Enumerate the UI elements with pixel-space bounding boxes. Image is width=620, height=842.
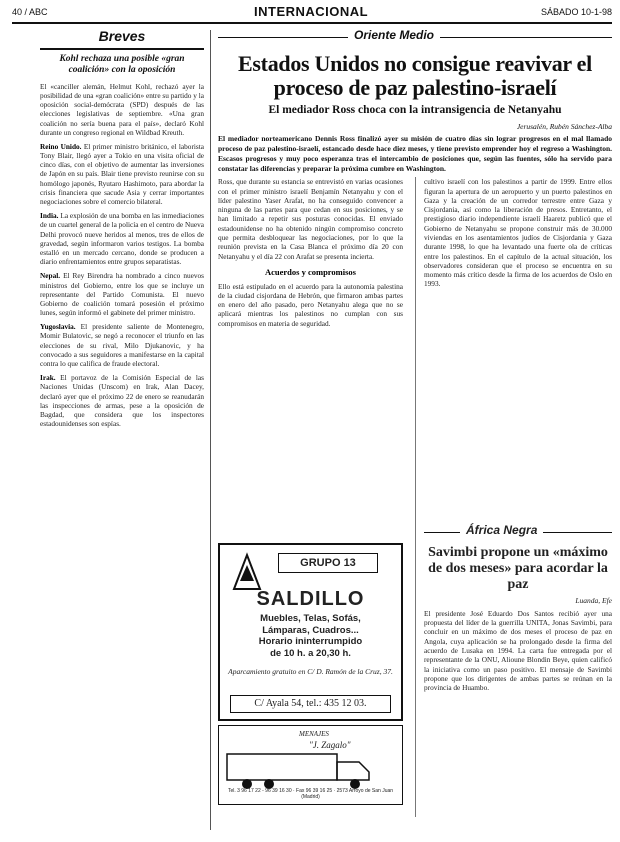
page-header	[12, 4, 612, 20]
main-byline: Jerusalén, Rubén Sánchez-Alba	[516, 122, 612, 132]
ad-items	[220, 613, 401, 659]
main-headline: Estados Unidos no consigue reavivar el proceso de paz palestino-israelí	[238, 51, 592, 101]
brief-item	[40, 373, 204, 428]
col2-text: cultivo israelí con los palestinos a partir de 1999. Entre ellos figuran la apertura de un aeropuerto y un puerto palestinos en Gaza y la creación de un corredor terrestre entre Gaza y Cisjordania, así como la liberación de presos. Entretanto, el prestigioso diario independiente israelí Haaretz publicó que el Gobierno de Netanyahu se propone construir más de 30.000 viviendas en los asentamientos judíos de Cisjordania y Gaza durante 1998, lo que ha levantado una fuerte ola de críticas entre los palestinos. En el capítulo de la actual situación, los observadores consideran que el proceso se encuentra en su momento más crítico desde la firma de los acuerdos de Oslo en 1993.	[424, 177, 612, 289]
kohl-headline: Kohl rechaza una posible «gran coalición» con la oposición	[59, 54, 185, 76]
brief-item	[40, 271, 204, 317]
brief-lead: Irak.	[40, 373, 56, 383]
col1-text: Ross, que durante su estancia se entrevistó en varias ocasiones con el primer ministro israelí Benjamín Netanyahu y con el líder palestino Yaser Arafat, no ha conseguido convencer a ninguna de las partes para que cedan en sus posiciones, y se han limitado a repetir sus posturas conocidas. El enviado estadounidense no ha obtenido ningún compromiso concreto que permita desbloquear las negociaciones, por lo que la reunión prevista en la Casa Blanca el próximo día 20 con Netanyahu y el día 22 con Arafat se presenta incierta.	[218, 177, 403, 261]
brief-text: El portavoz de la Comisión Especial de las Naciones Unidas (Unscom) en Irak, Alan Dacey, declaró ayer que el próximo 22 de enero se reanudarán las inspecciones de armas, pese a la oposición de Bagdad, que considera que los inspectores estadounidenses son espías.	[40, 373, 204, 429]
brief-text: El presidente saliente de Montenegro, Momir Bulatovic, se negó a reconocer el triunfo en las elecciones de su rival, Milo Djukanovic, y ha convocado a sus seguidores a manifestarse en la capital contra lo que califica de fraude electoral.	[40, 322, 204, 369]
brief-text: La explosión de una bomba en las inmediaciones de un cuartel general de la policía en el centro de Nueva Delhi provocó nueve heridos al menos, tres de ellos de gravedad, según informaron varios testigos. La bomba estalló en un mercado cercano, donde se producen a diario enfrentamientos entre grupos separatistas.	[40, 211, 204, 267]
brief-lead: Nepal.	[40, 271, 61, 281]
africa-headline: Savimbi propone un «máximo de dos meses» para acordar la paz	[428, 545, 608, 592]
africa-tag-label: África Negra	[460, 523, 543, 538]
africa-tag	[424, 523, 612, 541]
truck-ad	[218, 725, 403, 805]
africa-text: El presidente José Eduardo Dos Santos recibió ayer una propuesta del líder de la guerrilla UNITA, Jonas Savimbi, para concluir en un máximo de dos meses el proceso de paz en Angola, cuya aplicación se ha prolongado desde la firma del acuerdo de Lusaka en 1994. La carta fue entregada por el representante de la ONU, Alioune Blondin Beye, quien calificó la iniciativa como un paso positivo. El mensaje de Savimbi propone que los dirigentes de ambas partes se reúnan en la provincia de Huambo.	[424, 608, 612, 693]
brief-text: El Rey Birendra ha nombrado a cinco nuevos ministros del Gobierno, entre los que se incluye un representante del Partido Comunista. El nuevo Gobierno de coalición tomará posesión el próximo lunes, según informó el gabinete del primer ministro.	[40, 271, 204, 318]
ad-line: Muebles, Telas, Sofás,	[260, 613, 361, 625]
brief-text: El primer ministro británico, el laborista Tony Blair, llegó ayer a Tokio en una visita oficial de cinco días, con el objetivo de aumentar las inversiones de Japón en su país. Blair tiene previsto reunirse con su homólogo japonés, Ryutaro Hashimoto, para abordar la crisis financiera que sacude Asia y cerrar importantes negociaciones sobre el comercio bilateral.	[40, 141, 204, 207]
brief-item	[40, 211, 204, 266]
truck-brand: "J. Zagalo"	[309, 740, 351, 751]
brief-item	[40, 142, 204, 206]
breves-title: Breves	[40, 28, 204, 50]
brief-lead: India.	[40, 211, 59, 221]
main-lead: El mediador norteamericano Dennis Ross finalizó ayer su misión de cuatro días sin lograr progresos en el mal llamado proceso de paz palestino-israelí, estancado desde hace diez meses, y tiene previsto emprender hoy el regreso a Washington. Escasos progresos y muy poco esperanza tras el intercambio de posiciones que, según las fuentes, sólo ha servido para constatar las diferencias y preparar la próxima cumbre en Washington.	[218, 134, 612, 173]
main-story	[218, 28, 612, 817]
africa-byline: Luanda, Efe	[575, 596, 612, 606]
col1-subhead: Acuerdos y compromisos	[265, 266, 356, 277]
page-number: 40 / ABC	[12, 7, 48, 17]
story-columns	[218, 177, 612, 817]
section-title: INTERNACIONAL	[254, 4, 369, 19]
col1b-text: Ello está estipulado en el acuerdo para la autonomía palestina de la ciudad cisjordana de Hebrón, que firmaron ambas partes en enero del año pasado, pero Netanyahu alega que no se aplicará mientras los palestinos no cumplan con sus compromisos en materia de seguridad.	[218, 281, 403, 328]
ad-parking: Aparcamiento gratuito en C/ D. Ramón de la Cruz, 37.	[228, 667, 393, 677]
column-divider	[415, 177, 416, 817]
tag-label: Oriente Medio	[348, 28, 440, 42]
issue-date: SÁBADO 10-1-98	[540, 7, 612, 17]
ad-line: de 10 h. a 20,30 h.	[270, 647, 351, 659]
ad-line: Horario ininterrumpido	[258, 636, 363, 648]
saldillo-ad	[218, 543, 403, 721]
header-rule	[12, 22, 612, 24]
ad-address: C/ Ayala 54, tel.: 435 12 03.	[230, 695, 391, 713]
main-subheadline: El mediador Ross choca con la intransigencia de Netanyahu	[268, 104, 562, 117]
breves-column	[40, 28, 204, 828]
truck-meta: MENAJES	[299, 730, 329, 739]
ad-group: GRUPO 13	[278, 553, 378, 573]
ad-line: Lámparas, Cuadros...	[262, 624, 359, 636]
kohl-text: El «canciller alemán, Helmut Kohl, rechazó ayer la posibilidad de una «gran coalición» entre su partido y la oposición social-demócrata (SPD) después de las elecciones legislativas de septiembre. «Una gran coalición no sería buena para el país», declaró Kohl durante un congreso regional en Wildbad Kreuth.	[40, 81, 204, 137]
ad-brand: SALDILLO	[256, 588, 365, 611]
brief-item	[40, 322, 204, 368]
story-col-1	[218, 177, 403, 801]
column-divider	[210, 30, 211, 830]
truck-contact: Tel. 3 96 17 22 - 96 39 16 30 · Fax 96 39 16 25 · 2573 Arroyo de San Juan (Madrid)	[227, 788, 394, 801]
story-col-2	[424, 177, 612, 693]
brief-lead: Reino Unido.	[40, 141, 82, 151]
brief-lead: Yugoslavia.	[40, 322, 76, 332]
section-tag	[218, 28, 612, 46]
africa-story	[424, 523, 612, 692]
